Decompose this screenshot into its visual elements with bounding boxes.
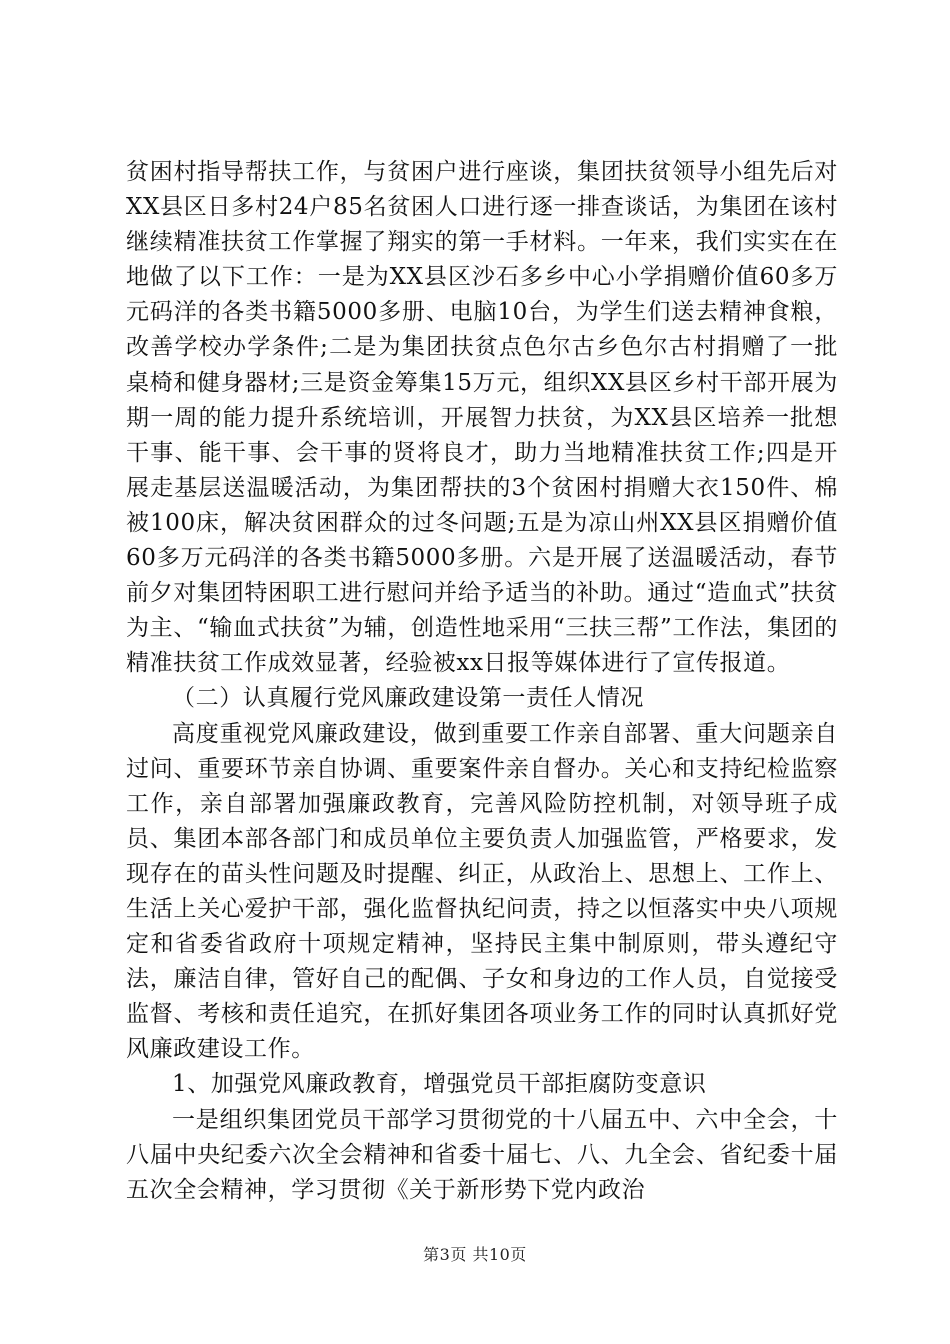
page-number-footer: 第3页 共10页 <box>423 1245 527 1264</box>
body-paragraph-party-conduct: 高度重视党风廉政建设，做到重要工作亲自部署、重大问题亲自过问、重要环节亲自协调、重要案件亲自督办。关心和支持纪检监察工作，亲自部署加强廉政教育，完善风险防控机制，对领导班子成员、集团本部各部门和成员单位主要负责人加强监管，严格要求，发现存在的苗头性问题及时提醒、纠正，从政治上、思想上、工作上、生活上关心爱护干部，强化监督执纪问责，持之以恒落实中央八项规定和省委省政府十项规定精神，坚持民主集中制原则，带头遵纪守法，廉洁自律，管好自己的配偶、子女和身边的工作人员，自觉接受监督、考核和责任追究，在抓好集团各项业务工作的同时认真抓好党风廉政建设工作。 <box>126 720 838 1063</box>
document-body <box>126 155 838 1208</box>
body-paragraph-education: 一是组织集团党员干部学习贯彻党的十八届五中、六中全会，十八届中央纪委六次全会精神和省委十届七、八、九全会、省纪委十届五次全会精神，学习贯彻《关于新形势下党内政治 <box>126 1106 838 1203</box>
subsection-heading-education: 1、加强党风廉政教育，增强党员干部拒腐防变意识 <box>172 1071 707 1098</box>
body-paragraph-poverty-alleviation: 贫困村指导帮扶工作，与贫困户进行座谈，集团扶贫领导小组先后对XX县区日多村24户85名贫困人口进行逐一排查谈话，为集团在该村继续精准扶贫工作掌握了翔实的第一手材料。一年来，我们实实在在地做了以下工作：一是为XX县区沙石多乡中心小学捐赠价值60多万元码洋的各类书籍5000多册、电脑10台，为学生们送去精神食粮，改善学校办学条件;二是为集团扶贫点色尔古乡色尔古村捐赠了一批桌椅和健身器材;三是资金筹集15万元，组织XX县区乡村干部开展为期一周的能力提升系统培训，开展智力扶贫，为XX县区培养一批想干事、能干事、会干事的贤将良才，助力当地精准扶贫工作;四是开展走基层送温暖活动，为集团帮扶的3个贫困村捐赠大衣150件、棉被100床，解决贫困群众的过冬问题;五是为凉山州XX县区捐赠价值60多万元码洋的各类书籍5000多册。六是开展了送温暖活动，春节前夕对集团特困职工进行慰问并给予适当的补助。通过“造血式”扶贫为主、“输血式扶贫”为辅，创造性地采用“三扶三帮”工作法，集团的精准扶贫工作成效显著，经验被xx日报等媒体进行了宣传报道。 <box>126 159 838 677</box>
section-heading-party-conduct: （二）认真履行党风廉政建设第一责任人情况 <box>172 685 644 712</box>
